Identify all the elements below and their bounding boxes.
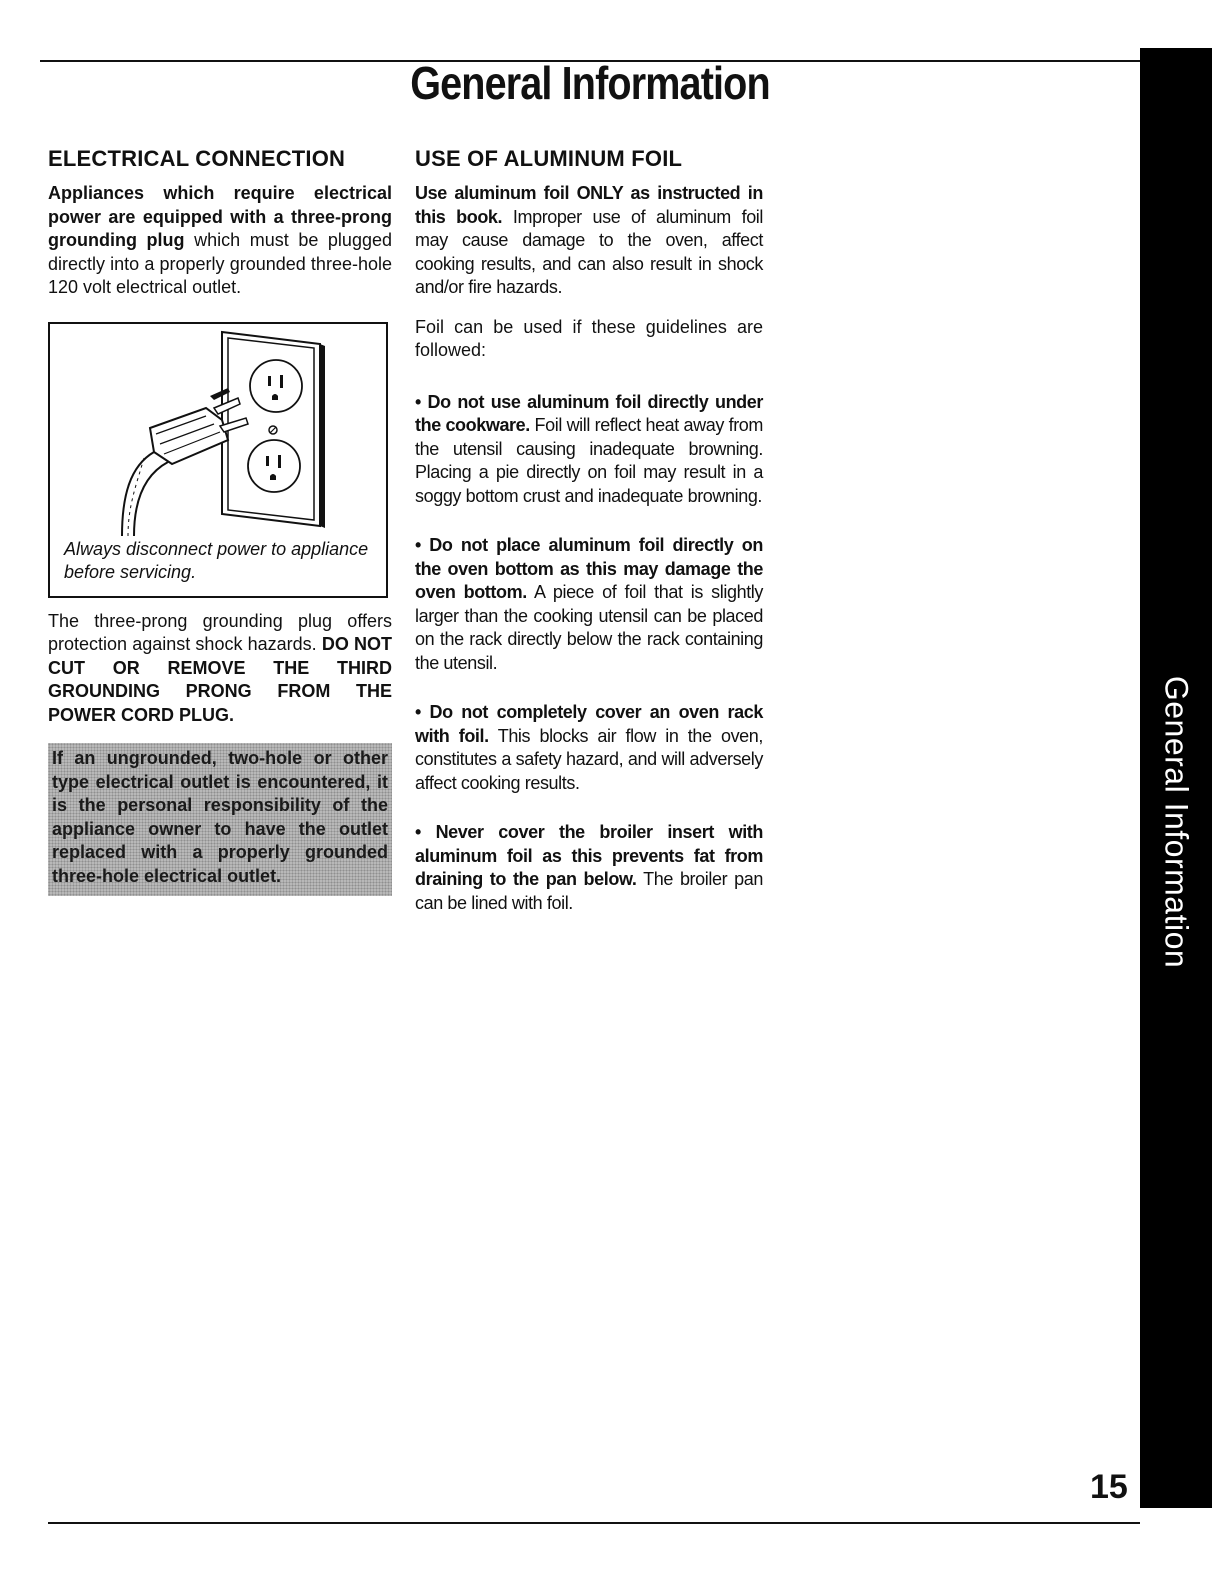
plug-outlet-illustration [110, 326, 370, 536]
side-tab [1140, 48, 1212, 1508]
foil-intro-bold: Use aluminum foil ONLY as instructed in this book. [415, 183, 763, 227]
aluminum-foil-heading: USE OF ALUMINUM FOIL [415, 146, 683, 171]
electrical-intro-bold: Appliances which require electrical power are equipped with a three-prong grounding plug [48, 183, 392, 250]
grounding-text: The three-prong grounding plug offers protection against shock hazards. [48, 610, 392, 654]
guidelines-intro: Foil can be used if these guidelines are followed: [415, 316, 763, 360]
warning-box [48, 743, 392, 896]
bottom-rule [48, 1522, 1140, 1524]
foil-bullet-bold: • Do not use aluminum foil directly under the cookware. [415, 391, 763, 435]
page-number: 15 [1090, 1468, 1128, 1506]
right-column [415, 146, 763, 915]
foil-bullet-text: The broiler pan can be lined with foil. [415, 869, 763, 913]
electrical-intro-text: which must be plugged directly into a properly grounded three-hole 120 volt electrical outlet. [48, 230, 392, 297]
side-tab-label: General Information [1158, 675, 1195, 969]
electrical-connection-heading: ELECTRICAL CONNECTION [48, 146, 346, 171]
foil-intro-paragraph [415, 182, 763, 300]
grounding-paragraph [48, 610, 392, 728]
foil-bullet-bold: • Do not completely cover an oven rack with foil. [415, 702, 763, 746]
page-title: General Information [410, 57, 770, 109]
foil-bullet-item [415, 534, 763, 675]
grounding-bold: DO NOT CUT OR REMOVE THE THIRD GROUNDING PRONG FROM THE POWER CORD PLUG. [48, 634, 393, 725]
plug-figure [48, 322, 388, 598]
foil-bullet-text: This blocks air flow in the oven, constitutes a safety hazard, and will adversely affect cooking results. [415, 725, 763, 793]
foil-bullet-item [415, 391, 763, 509]
foil-bullet-text: A piece of foil that is slightly larger than the cooking utensil can be placed on the rack directly below the rack containing the utensil. [415, 582, 763, 673]
foil-bullet-bold: • Never cover the broiler insert with aluminum foil as this prevents fat from draining to the pan below. [415, 822, 763, 889]
foil-bullet-item [415, 821, 763, 915]
foil-bullet-item [415, 701, 763, 795]
figure-caption: Always disconnect power to appliance before servicing. [64, 538, 369, 582]
electrical-intro-paragraph [48, 182, 392, 300]
left-column [48, 146, 392, 896]
foil-bullet-text: Foil will reflect heat away from the utensil causing inadequate browning. Placing a pie directly on foil may result in a soggy bottom crust and inadequate browning. [415, 415, 763, 506]
warning-text: If an ungrounded, two-hole or other type electrical outlet is encountered, it is the personal responsibility of the appliance owner to have the outlet replaced with a properly grounded three-hole electrical outlet. [52, 748, 388, 886]
foil-intro-text: Improper use of aluminum foil may cause damage to the oven, affect cooking results, and can also result in shock and/or fire hazards. [415, 206, 764, 297]
foil-bullet-bold: • Do not place aluminum foil directly on the oven bottom as this may damage the oven bottom. [415, 535, 763, 602]
